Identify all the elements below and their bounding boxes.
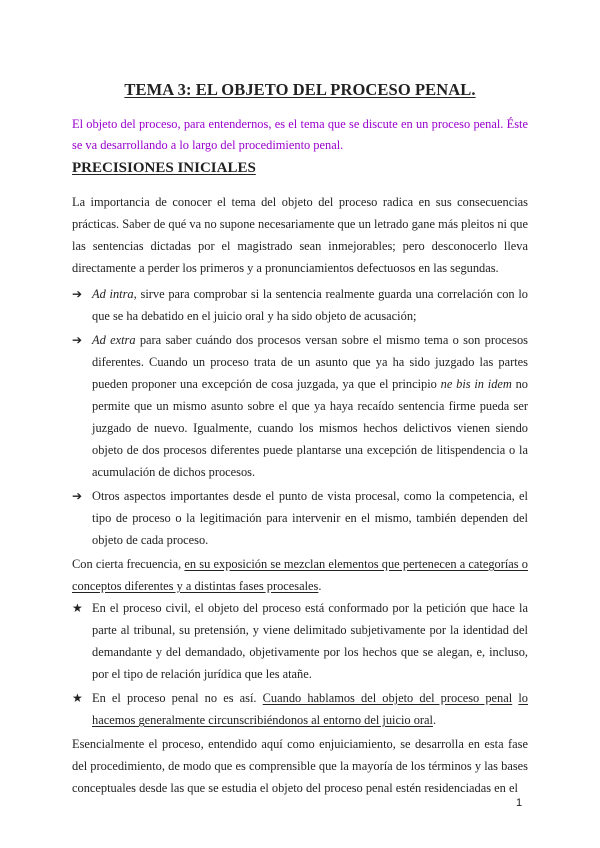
list-item-lead: Ad intra, xyxy=(92,287,137,301)
list-item xyxy=(72,597,528,685)
document-title: TEMA 3: EL OBJETO DEL PROCESO PENAL. xyxy=(124,80,476,99)
arrow-bullet-icon: ➔ xyxy=(72,489,83,503)
list-item xyxy=(72,485,528,551)
list-item-text: En el proceso penal no es así. xyxy=(92,691,263,705)
arrow-bullet-icon: ➔ xyxy=(72,287,83,301)
star-list xyxy=(72,597,528,731)
document-body xyxy=(72,191,528,799)
underlined-phrase: Cuando hablamos del objeto del proceso penal xyxy=(262,691,513,705)
list-item-text: En el proceso civil, el objeto del proceso está conformado por la petición que hace la parte al tribunal, su pretensión, y viene delimitado subjetivamente por la identidad del demandante y del demandado, objetivamente por los hechos que se alegan, e, incluso, por el tipo de relación jurídica que les atañe. xyxy=(92,601,528,681)
section-heading: PRECISIONES INICIALES xyxy=(72,160,256,176)
paragraph-importance: La importancia de conocer el tema del objeto del proceso radica en sus consecuencias prácticas. Saber de qué va no supone necesariamente que un letrado gane más pleitos ni que las sentencias dictadas por el magistrado sean inmejorables; pero desconocerlo lleva directamente a perder los primeros y a pronunciamientos defectuosos en las segundas. xyxy=(72,195,528,275)
page-number: 1 xyxy=(516,797,523,809)
list-item-text: para saber cuándo dos procesos versan sobre el mismo tema o son procesos diferentes. Cuando un proceso trata de un asunto que ya ha sido juzgado las partes pueden proponer una excepción de cosa juzgada, ya que el principio xyxy=(92,333,528,391)
paragraph-essentially: Esencialmente el proceso, entendido aquí como enjuiciamiento, se desarrolla en esta fase del procedimiento, de modo que es comprensible que la mayoría de los términos y las bases conceptuales desde las que se estudia el objeto del proceso penal estén residenciadas en el xyxy=(72,737,528,795)
star-bullet-icon: ★ xyxy=(72,601,83,615)
list-item-text: sirve para comprobar si la sentencia realmente guarda una correlación con lo que se ha debatido en el juicio oral y ha sido objeto de acusación; xyxy=(92,287,528,323)
paragraph-frequency-start: Con cierta frecuencia, xyxy=(72,557,185,571)
intro-paragraph: El objeto del proceso, para entendernos, es el tema que se discute en un proceso penal. Éste se va desarrollando a lo largo del procedimiento penal. xyxy=(72,117,528,152)
list-item xyxy=(72,687,528,731)
list-item-text: Otros aspectos importantes desde el punto de vista procesal, como la competencia, el tipo de proceso o la legitimación para intervenir en el mismo, también dependen del objeto de cada proceso. xyxy=(92,489,528,547)
list-item-lead: Ad extra xyxy=(92,333,136,347)
list-item xyxy=(72,283,528,327)
list-item-text-end: . xyxy=(432,713,437,727)
paragraph-frequency xyxy=(72,553,528,597)
underlined-phrase: en su exposición se mezclan elementos que pertenecen a categorías o conceptos diferentes y a distintas fases procesales xyxy=(72,557,528,593)
list-item-text-after: no permite que un mismo asunto sobre el que ya haya recaído sentencia firme pueda ser juzgado de nuevo. Igualmente, cuando los mismos hechos delictivos vienen siendo objeto de dos procesos diferentes puede plantarse una excepción de litispendencia o la acumulación de dichos procesos. xyxy=(92,377,529,479)
paragraph-frequency-end: . xyxy=(318,579,322,593)
document-page xyxy=(72,0,528,848)
arrow-list xyxy=(72,283,528,551)
list-item xyxy=(72,329,528,483)
arrow-bullet-icon: ➔ xyxy=(72,333,83,347)
star-bullet-icon: ★ xyxy=(72,691,83,705)
latin-term: ne bis in idem xyxy=(440,377,512,391)
underlined-phrase: lo hacemos generalmente circunscribiéndonos al entorno del juicio oral xyxy=(92,691,528,727)
